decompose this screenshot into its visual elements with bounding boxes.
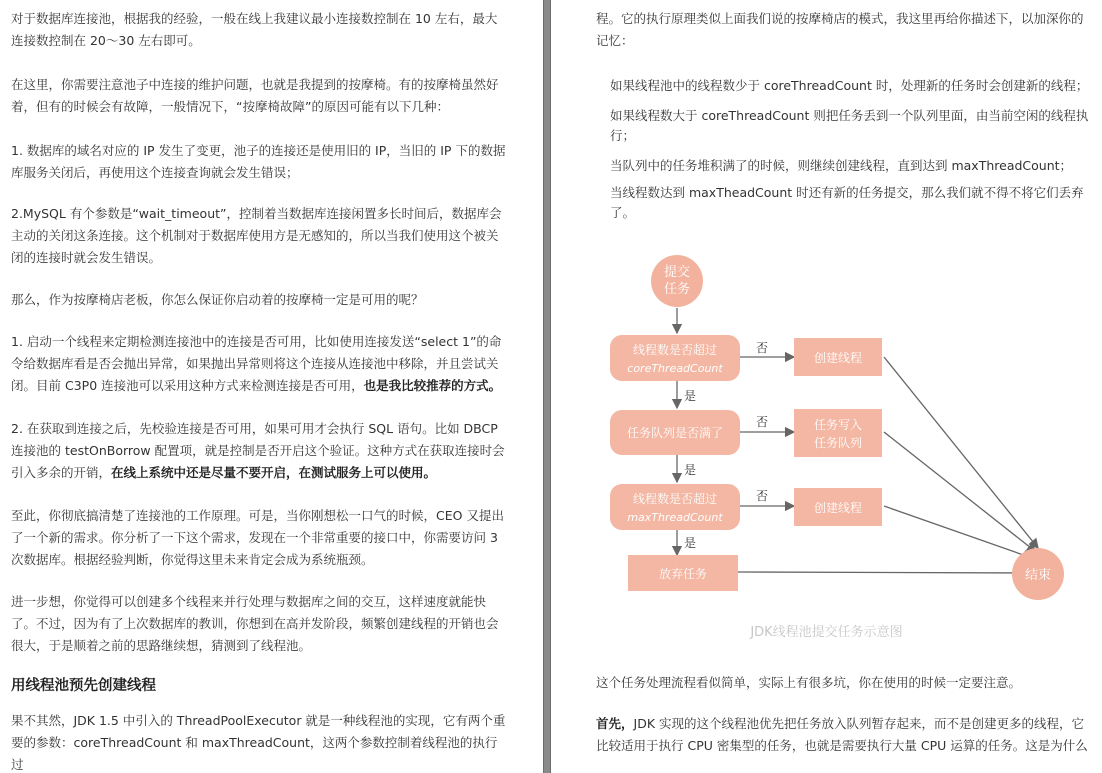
action-label: 创建线程 — [813, 501, 863, 515]
decision-label: 线程数是否超过 — [632, 492, 718, 506]
edge-label-yes: 是 — [684, 389, 697, 403]
enqueue-task-node — [794, 409, 882, 457]
list-item: 如果线程池中的线程数少于 coreThreadCount 时，处理新的任务时会创建新的线程； — [610, 78, 1089, 93]
paragraph-text: 1. 启动一个线程来定期检测连接池中的连接是否可用，比如使用连接发送“select 1”的命令给数据库看是否会抛出异常，如果抛出异常则将这个连接从连接池中移除，并且尝试关闭。目前 C3P0 连接池可以采用这种方式来检测连接是否可用， — [11, 334, 502, 393]
start-label-1: 提交 — [663, 265, 691, 280]
end-node — [1012, 548, 1064, 600]
edge-label-yes: 是 — [684, 463, 697, 477]
abandon-task-node — [628, 555, 738, 591]
paragraph: 至此，你彻底搞清楚了连接池的工作原理。可是，当你刚想松一口气的时候，CEO 又提出了一个新的需求。你分析了一下这个需求，发现在一个非常重要的接口中，你需要访问 3 次数据库。根据经验判断，你觉得这里未来肯定会成为系统瓶颈。 — [11, 508, 504, 567]
decision-label: 线程数是否超过 — [632, 343, 718, 357]
figure-caption: JDK线程池提交任务示意图 — [750, 625, 903, 640]
start-node — [651, 255, 703, 307]
paragraph: 1. 数据库的域名对应的 IP 发生了变更，池子的连接还是使用旧的 IP，当旧的 IP 下的数据库服务关闭后，再使用这个连接查询就会发生错误； — [11, 143, 506, 180]
decision-max-threads — [610, 484, 740, 530]
edge-label-yes: 是 — [684, 536, 697, 550]
decision-label: coreThreadCount — [627, 362, 723, 375]
decision-label: maxThreadCount — [627, 511, 723, 524]
paragraph-text: JDK 实现的这个线程池优先把任务放入队列暂存起来，而不是创建更多的线程，它比较适用于执行 CPU 密集型的任务，也就是需要执行大量 CPU 运算的任务。这是为什么 — [596, 716, 1088, 753]
list-item: 当队列中的任务堆积满了的时候，则继续创建线程，直到达到 maxThreadCount； — [610, 158, 1073, 173]
start-label-2: 任务 — [663, 282, 691, 297]
thread-pool-flowchart — [606, 248, 1066, 608]
decision-queue-full — [610, 410, 740, 455]
action-label: 任务队列 — [813, 436, 863, 450]
paragraph: 2.MySQL 有个参数是“wait_timeout”，控制着当数据库连接闲置多长时间后，数据库会主动的关闭这条连接。这个机制对于数据库使用方是无感知的，所以当我们使用这个被关闭的连接时就会发生错误。 — [11, 206, 502, 265]
paragraph: 进一步想，你觉得可以创建多个线程来并行处理与数据库之间的交互，这样速度就能快了。不过，因为有了上次数据库的教训，你想到在高并发阶段，频繁创建线程的开销也会很大，于是顺着之前的思路继续想，猜测到了线程池。 — [11, 594, 499, 653]
end-label: 结束 — [1024, 568, 1052, 583]
edge-label-no: 否 — [756, 489, 769, 503]
paragraph-bold: 也是我比较推荐的方式。 — [363, 378, 502, 393]
right-page — [551, 0, 1102, 773]
list-item: 如果线程数大于 coreThreadCount 则把任务丢到一个队列里面，由当前空闲的线程执行； — [610, 108, 1089, 143]
paragraph-bold: 在线上系统中还是尽量不要开启，在测试服务上可以使用。 — [111, 465, 437, 480]
paragraph — [11, 418, 508, 484]
paragraph: 那么，作为按摩椅店老板，你怎么保证你启动着的按摩椅一定是可用的呢？ — [11, 292, 424, 307]
create-thread-node-2 — [794, 488, 882, 526]
abandon-label: 放弃任务 — [658, 567, 708, 581]
paragraph — [596, 713, 1093, 757]
paragraph: 对于数据库连接池，根据我的经验，一般在线上我建议最小连接数控制在 10 左右，最大连接数控制在 20～30 左右即可。 — [11, 11, 498, 48]
decision-label: 任务队列是否满了 — [626, 426, 724, 440]
paragraph-bold: 首先， — [596, 716, 634, 731]
edge-label-no: 否 — [756, 341, 769, 355]
section-heading: 用线程池预先创建线程 — [11, 678, 156, 694]
paragraph-text: 2. 在获取到连接之后，先校验连接是否可用，如果可用才会执行 SQL 语句。比如 DBCP 连接池的 testOnBorrow 配置项，就是控制是否开启这个验证。这种方式在获取连接时会引入多余的开销， — [11, 421, 505, 480]
edge-label-no: 否 — [756, 415, 769, 429]
page-divider — [543, 0, 551, 773]
paragraph — [11, 331, 508, 397]
create-thread-node-1 — [794, 338, 882, 376]
action-label: 创建线程 — [813, 351, 863, 365]
left-page — [0, 0, 543, 773]
paragraph: 果不其然，JDK 1.5 中引入的 ThreadPoolExecutor 就是一种线程池的实现，它有两个重要的参数：coreThreadCount 和 maxThreadCount，这两个参数控制着线程池的执行过 — [11, 713, 506, 772]
list-item: 当线程数达到 maxTheadCount 时还有新的任务提交，那么我们就不得不将它们丢弃了。 — [610, 185, 1084, 220]
paragraph: 这个任务处理流程看似简单，实际上有很多坑，你在使用的时候一定要注意。 — [596, 675, 1022, 690]
paragraph: 在这里，你需要注意池子中连接的维护问题，也就是我提到的按摩椅。有的按摩椅虽然好着，但有的时候会有故障，一般情况下，“按摩椅故障”的原因可能有以下几种： — [11, 77, 499, 114]
action-label: 任务写入 — [813, 418, 863, 432]
decision-core-threads — [610, 335, 740, 381]
paragraph: 程。它的执行原理类似上面我们说的按摩椅店的模式，我这里再给你描述下，以加深你的记忆： — [596, 11, 1084, 48]
